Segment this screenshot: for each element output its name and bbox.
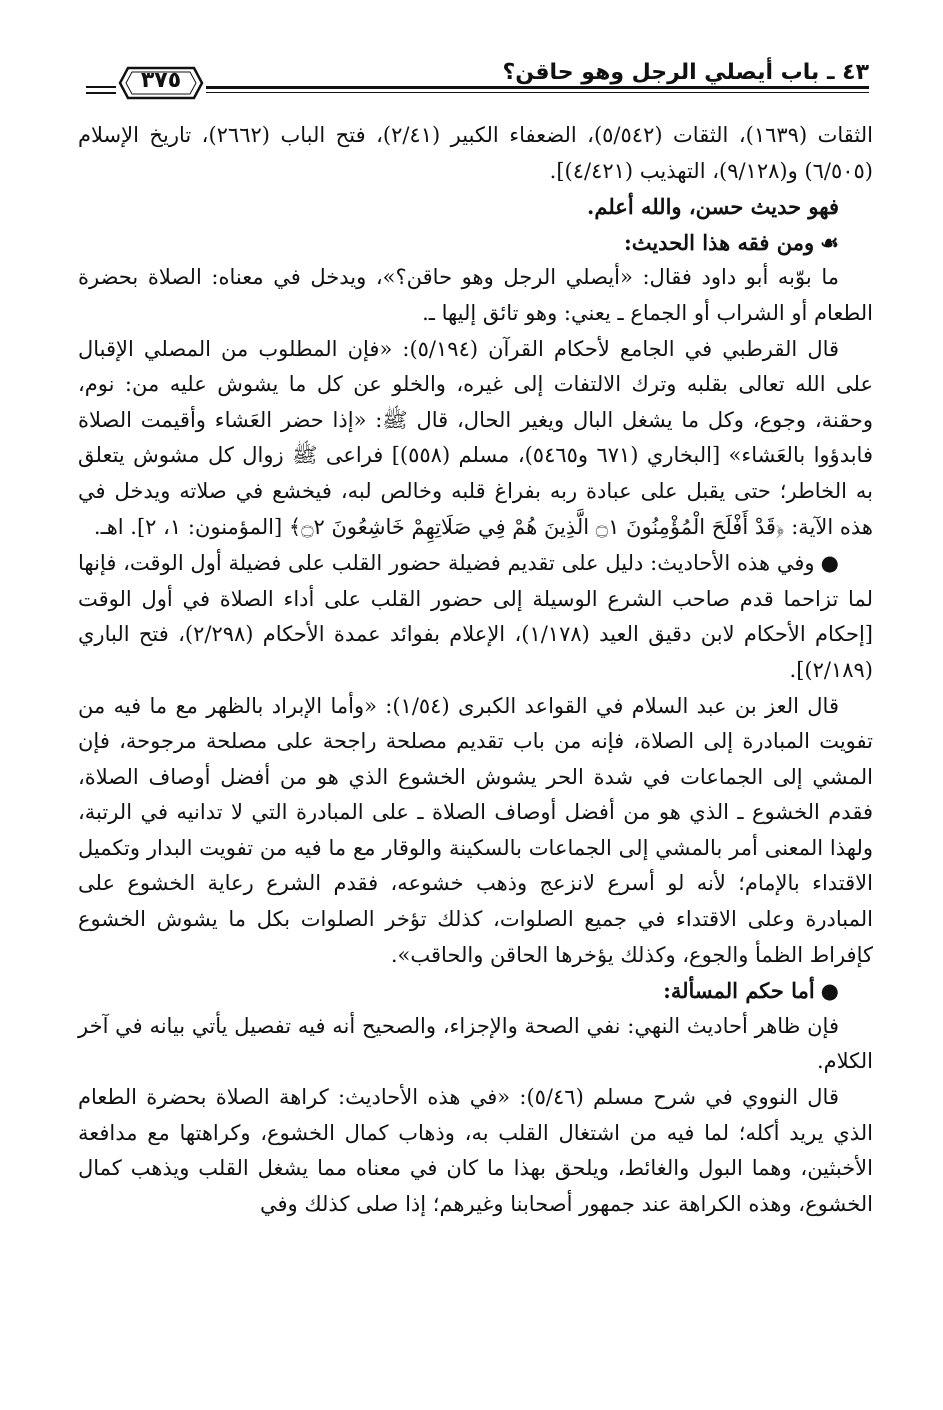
chapter-title: ٤٣ ـ باب أيصلي الرجل وهو حاقن؟ [502,60,869,85]
header-rule-left [86,86,116,94]
circle-bullet-icon: ● [820,978,839,1004]
page-number: ٣٧٥ [140,68,182,93]
paragraph-nawawi: قال النووي في شرح مسلم (٥/٤٦): «في هذه الأحاديث: كراهة الصلاة بحضرة الطعام الذي يريد أكله؛ لما فيه من اشتغال القلب به، وذهاب كمال الخشوع، وكراهتها مع مدافعة الأخبثين، وهما البول والغائط، ويلحق بهذا ما كان في معناه مما يشغل القلب ويذهب كمال الخشوع، وهذه الكراهة عند جمهور أصحابنا وغيرهم؛ إذا صلى كذلك وفي [78,1085,873,1216]
main-text [78,118,873,1222]
paragraph-ruling: فإن ظاهر أحاديث النهي: نفي الصحة والإجزاء، والصحيح أنه فيه تفصيل يأتي بيانه في آخر الكلام. [78,1013,873,1074]
header-rule [206,86,869,93]
section-heading-ruling [78,973,873,1009]
leaf-bullet-icon: ☙ [820,229,839,255]
paragraph-references: الثقات (١٦٣٩)، الثقات (٥/٥٤٢)، الضعفاء الكبير (٢/٤١)، فتح الباب (٢٦٦٢)، تاريخ الإسلام (٦/٥٠٥) و(٩/١٢٨)، التهذيب (٤/٤٢١)]. [78,123,874,183]
section-heading-fiqh [78,225,873,261]
paragraph-hadith-benefit-text: وفي هذه الأحاديث: دليل على تقديم فضيلة حضور القلب على فضيلة أول الوقت، فإنها لما تزاحما قدم صاحب الشرع الوسيلة إلى حضور القلب على أداء الصلاة في أول الوقت [إحكام الأحكام لابن دقيق العيد (١/١٧٨)، الإعلام بفوائد عمدة الأحكام (٢/٢٩٨)، فتح الباري (٢/١٨٩)]. [78,551,873,682]
page-header [86,56,869,100]
section-heading-fiqh-text: ومن فقه هذا الحديث: [623,229,815,255]
section-heading-ruling-text: أما حكم المسألة: [663,978,815,1004]
paragraph-hadith-benefit [78,545,873,688]
paragraph-izz: قال العز بن عبد السلام في القواعد الكبرى (١/٥٤): «وأما الإبراد بالظهر مع ما فيه من تفويت المبادرة إلى الصلاة، فإنه من باب تقديم مصلحة راجحة على مصلحة مرجوحة، فإن المشي إلى الجماعات في شدة الحر يشوش الخشوع الذي هو من أفضل أوصاف الصلاة، فقدم الخشوع ـ الذي هو من أفضل أوصاف الصلاة ـ على المبادرة التي لا تدانيه في الرتبة، ولهذا المعنى أمر بالمشي إلى الجماعات بالسكينة والوقار مع ما فيه من تفويت البدار وتكميل الاقتداء بالإمام؛ لأنه لو أسرع لانزعج وذهب خشوعه، فقدم الشرع رعاية الخشوع على المبادرة وعلى الاقتداء في جميع الصلوات، كذلك تؤخر الصلوات بكل ما يشوش الخشوع كإفراط الظمأ والجوع، وكذلك يؤخرها الحاقن والحاقب». [78,693,873,967]
circle-bullet-icon: ● [820,550,839,576]
page-number-badge [118,64,204,102]
paragraph-abu-dawud: ما بوّبه أبو داود فقال: «أيصلي الرجل وهو حاقن؟»، ويدخل في معناه: الصلاة بحضرة الطعام أو الشراب أو الجماع ـ يعني: وهو تائق إليها ـ. [78,265,873,325]
paragraph-qurtubi: قال القرطبي في الجامع لأحكام القرآن (٥/١٩٤): «فإن المطلوب من المصلي الإقبال على الله تعالى بقلبه وترك الالتفات إلى غيره، والخلو عن كل ما يشوش عليه من: نوم، وحقنة، وجوع، وكل ما يشغل البال ويغير الحال، قال ﷺ: «إذا حضر العَشاء وأقيمت الصلاة فابدؤوا بالعَشاء» [البخاري (٦٧١ و٥٤٦٥)، مسلم (٥٥٨)] فراعى ﷺ زوال كل مشوش يتعلق به الخاطر؛ حتى يقبل على عبادة ربه بفراغ قلبه وخالص لبه، فيخشع في صلاته ويدخل في هذه الآية: ﴿قَدْ أَفْلَحَ الْمُؤْمِنُونَ ۝١ الَّذِينَ هُمْ فِي صَلَاتِهِمْ خَاشِعُونَ ۝٢﴾ [المؤمنون: ١، ٢]. اهـ. [78,336,873,539]
paragraph-verdict: فهو حديث حسن، والله أعلم. [587,194,839,220]
